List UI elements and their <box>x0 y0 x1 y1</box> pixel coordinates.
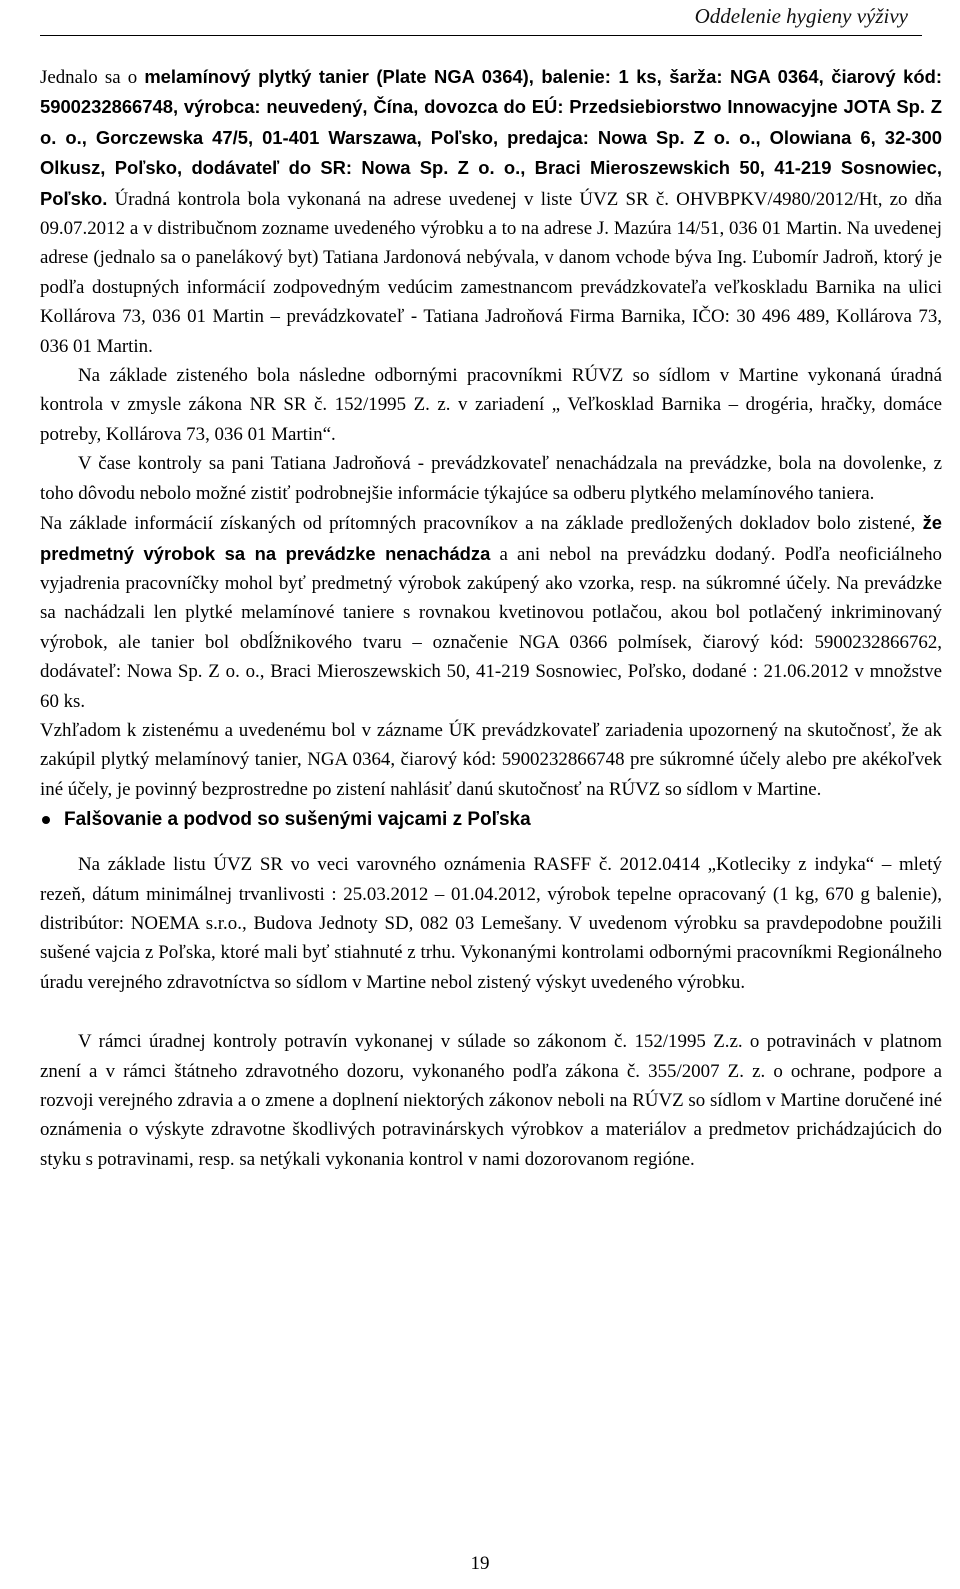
text-span: Na základe informácií získaných od prítomných pracovníkov a na základe predložených dokladov bolo zistené, <box>40 513 923 535</box>
page-header <box>40 0 922 36</box>
bullet-heading <box>40 804 942 836</box>
bullet-heading-text: Falšovanie a podvod so sušenými vajcami z Poľska <box>64 809 531 831</box>
paragraph-summary: V rámci úradnej kontroly potravín vykonanej v súlade so zákonom č. 152/1995 Z.z. o potravinách v platnom znení a v rámci štátneho zdravotného dozoru, vykonaného podľa zákona č. 355/2007 Z. z. o ochrane, podpore a rozvoji verejného zdravia a o zmene a doplnení niektorých zákonov neboli na RÚVZ so sídlom v Martine doručené iné oznámenia o výskyte zdravotne škodlivých potravinárskych výrobkov a materiálov a predmetov prichádzajúcich do styku s potravinami, resp. sa netýkali vykonania kontrol v nami dozorovanom regióne. <box>40 1031 942 1170</box>
paragraph-product-info <box>40 62 942 361</box>
page-number: 19 <box>470 1553 490 1574</box>
paragraph-inspection: Na základe zisteného bola následne odbornými pracovníkmi RÚVZ so sídlom v Martine vykonaná úradná kontrola v zmysle zákona NR SR č. 152/1995 Z. z. v zariadení „ Veľkosklad Barnika – drogéria, hračky, domáce potreby, Kollárova 73, 036 01 Martin“. <box>40 365 942 445</box>
paragraph-findings <box>40 508 942 716</box>
text-span: a ani nebol na prevádzku dodaný. Podľa neoficiálneho vyjadrenia pracovníčky mohol byť predmetný výrobok zakúpený ako vzorka, resp. na súkromné účely. Na prevádzke sa nachádzali len plytké melamínové taniere s rovnakou kvetinovou potlačou, akou bol potlačený inkriminovaný výrobok, ale tanier bol obdĺžnikového tvaru – označenie NGA 0366 polmísek, čiarový kód: 5900232866762, dodávateľ: Nowa Sp. Z o. o., Braci Mieroszewskich 50, 41-219 Sosnowiec, Poľsko, dodané : 21.06.2012 v množstve 60 ks. <box>40 543 942 712</box>
paragraph-rasff: Na základe listu ÚVZ SR vo veci varovného oznámenia RASFF č. 2012.0414 „Kotleciky z indyka“ – mletý rezeň, dátum minimálnej trvanlivosti : 25.03.2012 – 01.04.2012, výrobok tepelne opracovaný (1 kg, 670 g balenie), distribútor: NOEMA s.r.o., Budova Jednoty SD, 082 03 Lemešany. V uvedenom výrobku sa pravdepodobne použili sušené vajcia z Poľska, ktoré mali byť stiahnuté z trhu. Vykonanými kontrolami odbornými pracovníkmi Regionálneho úradu verejného zdravotníctva so sídlom v Martine nebol zistený výskyt uvedeného výrobku. <box>40 854 942 993</box>
document-body <box>40 62 942 1174</box>
bullet-icon <box>42 816 50 824</box>
paragraph-absence: V čase kontroly sa pani Tatiana Jadroňová - prevádzkovateľ nenachádzala na prevádzke, bola na dovolenke, z toho dôvodu nebolo možné zistiť podrobnejšie informácie týkajúce sa odberu plytkého melamínového taniera. <box>40 453 942 504</box>
text-span: Jednalo sa o <box>40 67 145 88</box>
text-span: Úradná kontrola bola vykonaná na adrese uvedenej v liste ÚVZ SR č. OHVBPKV/4980/2012/Ht, zo dňa 09.07.2012 a v distribučnom zozname uvedeného výrobku a to na adrese J. Mazúra 14/51, 036 01 Martin. Na uvedenej adrese (jednalo sa o panelákový byt) Tatiana Jardonová nebývala, v danom vchode býva Ing. Ľubomír Jadroň, ktorý je podľa dostupných informácií zodpovedným vedúcim zamestnancom prevádzkovateľa veľkoskladu Barnika na ulici Kollárova 73, 036 01 Martin – prevádzkovateľ - Tatiana Jadroňová Firma Barnika, IČO: 30 496 489, Kollárova 73, 036 01 Martin. <box>40 188 942 357</box>
product-description-bold: melamínový plytký tanier (Plate NGA 0364), balenie: 1 ks, šarža: NGA 0364, čiarový kód: 5900232866748, výrobca: neuvedený, Čína, dovozca do EÚ: Przedsiebiorstwo Innowacyjne JOTA Sp. Z o. o., Gorczewska 47/5, 01-401 Warszawa, Poľsko, predajca: Nowa Sp. Z o. o., Olowiana 6, 32-300 Olkusz, Poľsko, dodávateľ do SR: Nowa Sp. Z o. o., Braci Mieroszewskich 50, 41-219 Sosnowiec, Poľsko. <box>40 66 942 209</box>
finding-bold: že predmetný výrobok sa na prevádzke nenachádza <box>40 512 942 564</box>
paragraph-warning: Vzhľadom k zistenému a uvedenému bol v zázname ÚK prevádzkovateľ zariadenia upozornený na skutočnosť, že ak zakúpil plytký melamínový tanier, NGA 0364, čiarový kód: 5900232866748 pre súkromné účely alebo pre akékoľvek iné účely, je povinný bezprostredne po zistení nahlásiť danú skutočnosť na RÚVZ so sídlom v Martine. <box>40 719 942 800</box>
header-title: Oddelenie hygieny výživy <box>694 4 908 28</box>
